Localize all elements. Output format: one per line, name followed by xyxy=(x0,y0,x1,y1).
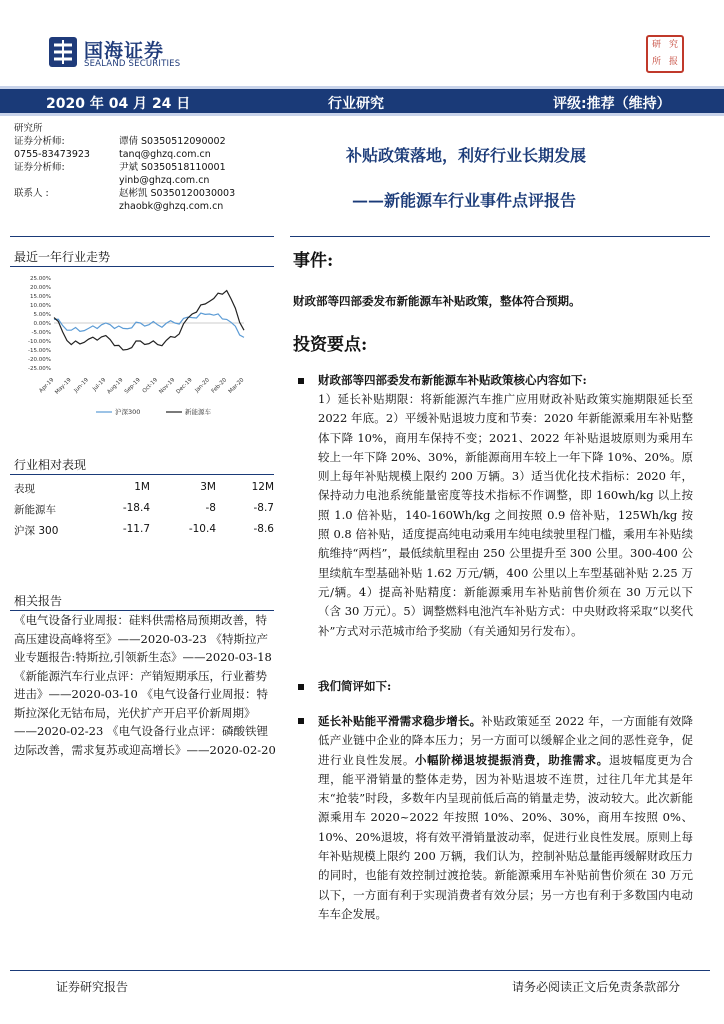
analyst-value: 赵彬凯 S0350120030003 xyxy=(119,188,236,199)
y-tick-label: -20.00% xyxy=(28,357,51,363)
event-text: 财政部等四部委发布新能源车补贴政策，整体符合预期。 xyxy=(293,294,581,308)
trend-chart-svg xyxy=(14,272,278,432)
legend-label: 沪深300 xyxy=(115,408,141,416)
analyst-label: 0755-83473923 xyxy=(14,149,90,160)
analyst-value: 谭倩 S0350512090002 xyxy=(119,136,226,147)
analyst-block xyxy=(14,122,274,213)
x-tick-label: Jan-20 xyxy=(194,377,211,394)
comment-lead-2: 小幅阶梯退坡提振消费，助推需求。 xyxy=(414,752,609,767)
series-line xyxy=(54,291,244,350)
perf-cell: -8 xyxy=(205,502,216,514)
y-tick-label: 20.00% xyxy=(30,285,51,291)
bullet-icon xyxy=(298,378,304,384)
perf-heading: 行业相对表现 xyxy=(14,458,87,472)
report-rating: 评级:推荐（维持） xyxy=(553,96,671,112)
perf-row xyxy=(14,499,276,520)
legend-label: 新能源车 xyxy=(185,408,211,416)
x-tick-label: Oct-19 xyxy=(141,377,160,395)
perf-table xyxy=(14,478,276,541)
analyst-label: 研究所 xyxy=(14,123,43,134)
sealand-logo xyxy=(48,34,208,74)
y-tick-label: 25.00% xyxy=(30,276,51,282)
sealand-logo-icon xyxy=(48,36,78,68)
perf-cell: -8.6 xyxy=(253,523,274,535)
perf-header-row xyxy=(14,478,276,499)
x-tick-label: Jul-19 xyxy=(91,377,108,393)
analyst-row xyxy=(14,161,274,174)
analyst-row xyxy=(14,135,274,148)
y-tick-label: -25.00% xyxy=(28,366,51,372)
trend-chart xyxy=(14,272,278,432)
bullet-comment: 我们简评如下: xyxy=(318,679,392,693)
event-heading: 事件: xyxy=(293,251,334,271)
trend-heading: 最近一年行业走势 xyxy=(14,250,111,264)
perf-cell: 1M xyxy=(134,481,150,493)
x-tick-label: Dec-19 xyxy=(175,377,194,396)
perf-row xyxy=(14,520,276,541)
x-tick-label: May-19 xyxy=(54,377,73,396)
comment-lead: 延长补贴能平滑需求稳步增长。 xyxy=(318,714,482,728)
perf-cell: 12M xyxy=(251,481,274,493)
perf-cell: 3M xyxy=(200,481,216,493)
perf-cell: -11.7 xyxy=(122,523,150,535)
report-title: 补贴政策落地，利好行业长期发展 xyxy=(346,146,587,165)
x-tick-label: Aug-19 xyxy=(106,377,125,396)
analyst-row xyxy=(14,200,274,213)
x-tick-label: Sep-19 xyxy=(123,377,142,396)
analyst-row xyxy=(14,187,274,200)
divider xyxy=(290,236,710,237)
y-tick-label: -10.00% xyxy=(28,339,51,345)
report-category: 行业研究 xyxy=(328,96,384,112)
header-banner xyxy=(0,86,724,116)
divider xyxy=(10,474,274,475)
analyst-value: 尹斌 S0350518110001 xyxy=(119,162,226,173)
y-tick-label: 0.00% xyxy=(33,321,51,327)
y-tick-label: 10.00% xyxy=(30,303,51,309)
bullet-icon xyxy=(298,718,304,724)
analyst-row xyxy=(14,174,274,187)
reports-heading: 相关报告 xyxy=(14,594,63,608)
comment-text-b: 退坡幅度更为合理，能平滑销量的整体走势，因为补贴退坡不连贯，过往几年尤其是年末“抢装”时段，多数年内呈现前低后高的销量走势，波动较大。此次新能源乘用车 2020~2022 年按照 10%、20%、30%，商用车按照 0%、10%、20%退坡，将有效平滑销量波动率，促进行业良性发展。原则上每年补贴规模上限约 200 万辆，我们认为，控制补贴总量能再缓解财政压力的同时，也能有效控制过渡抢装。新能源乘用车补贴前售价须在 30 万元以下，一方面有利于实现消费者有效分层；另一方也有利于多数国内电动车车企发展。 xyxy=(318,752,694,921)
analyst-row xyxy=(14,122,274,135)
policy-details: 1）延长补贴期限：将新能源汽车推广应用财政补贴政策实施期限延长至 2022 年底。2）平缓补贴退坡力度和节奏：2020 年新能源乘用车补贴整体下降 10%，商用车保持不变；2021、2022 年补贴退坡原则为乘用车较上一年下降 20%、30%，新能源商用车较上一年下降 10%、20%。原则上每年补贴规模上限约 200 万辆。3）适当优化技术指标：2020 年，保持动力电池系统能量密度等技术指标不作调整，即 160wh/kg 以上按照 1.0 倍补贴，140-160Wh/kg 之间按照 0.9 倍补贴，125Wh/kg 按照 0.8 倍补贴，适度提高纯电动乘用车纯电续驶里程门槛，乘用车补贴续航维持“两档”，最低续航里程由 250 公里提升至 300 公里。300-400 公里续航车型基础补贴 1.62 万元/辆，400 公里以上车型基础补贴 2.25 万元/辆。4）提高补贴精度：新能源乘用车补贴前售价须在 30 万元以下（含 30 万元）。5）调整燃料电池汽车补贴方式：中央财政将采取“以奖代补”方式对示范城市给予奖励（有关通知另行发布）。 xyxy=(318,392,693,638)
bullet-core-content: 财政部等四部委发布新能源车补贴政策核心内容如下: xyxy=(318,373,587,387)
perf-cell: -18.4 xyxy=(122,502,150,514)
series-line xyxy=(54,313,244,337)
x-tick-label: Mar-20 xyxy=(227,377,246,395)
x-tick-label: Jun-19 xyxy=(73,377,90,394)
y-tick-label: 5.00% xyxy=(33,312,51,318)
footer-right: 请务必阅读正文后免责条款部分 xyxy=(511,980,680,994)
divider xyxy=(10,266,274,267)
report-subtitle: ——新能源车行业事件点评报告 xyxy=(352,191,577,210)
analyst-label: 证券分析师: xyxy=(14,162,65,173)
analyst-value: yinb@ghzq.com.cn xyxy=(119,175,210,186)
analyst-label: 证券分析师: xyxy=(14,136,65,147)
logo-english: SEALAND SECURITIES xyxy=(84,59,181,69)
comment-text-a: 补贴政策延至 2022 年，一方面能有效降低产业链中企业的降本压力；另一方面可以缓解企业之间的恶性竞争，促进行业良性发展。 xyxy=(318,714,693,767)
x-tick-label: Feb-20 xyxy=(210,377,229,395)
analyst-row xyxy=(14,148,274,161)
analyst-value: zhaobk@ghzq.com.cn xyxy=(119,201,224,212)
points-heading: 投资要点: xyxy=(293,335,368,355)
research-stamp-icon: 研 究 所 报 xyxy=(646,35,684,73)
divider xyxy=(10,236,274,237)
y-tick-label: -15.00% xyxy=(28,348,51,354)
x-tick-label: Nov-19 xyxy=(158,377,177,396)
related-reports: 《电气设备行业周报：硅料供需格局预期改善，特高压建设高峰将至》——2020-03-23 《特斯拉产业专题报告:特斯拉,引领新生态》——2020-03-18 《新能源汽车行业点评：产销短期承压，行业蓄势进击》——2020-03-10 《电气设备行业周报：特斯拉深化无钴布局，光伏扩产开启平价新周期》——2020-02-23 《电气设备行业点评：磷酸铁锂边际改善，需求复苏或迎高增长》——2020-02-20 xyxy=(14,613,276,757)
y-tick-label: -5.00% xyxy=(31,330,51,336)
x-tick-label: Apr-19 xyxy=(38,377,56,395)
perf-cell: -8.7 xyxy=(253,502,274,514)
comment-paragraph xyxy=(318,712,693,962)
analyst-label: 联系人 : xyxy=(14,188,49,199)
y-tick-label: 15.00% xyxy=(30,294,51,300)
perf-cell: 沪深 300 xyxy=(14,525,59,537)
analyst-value: tanq@ghzq.com.cn xyxy=(119,149,211,160)
perf-cell: 表现 xyxy=(14,483,35,495)
report-date: 2020 年 04 月 24 日 xyxy=(46,96,191,112)
logo-chinese: 国海证券 xyxy=(84,40,165,62)
footer-left: 证券研究报告 xyxy=(56,980,129,994)
perf-cell: 新能源车 xyxy=(14,504,56,516)
bullet-icon xyxy=(298,684,304,690)
footer-divider xyxy=(10,970,710,971)
perf-cell: -10.4 xyxy=(188,523,216,535)
